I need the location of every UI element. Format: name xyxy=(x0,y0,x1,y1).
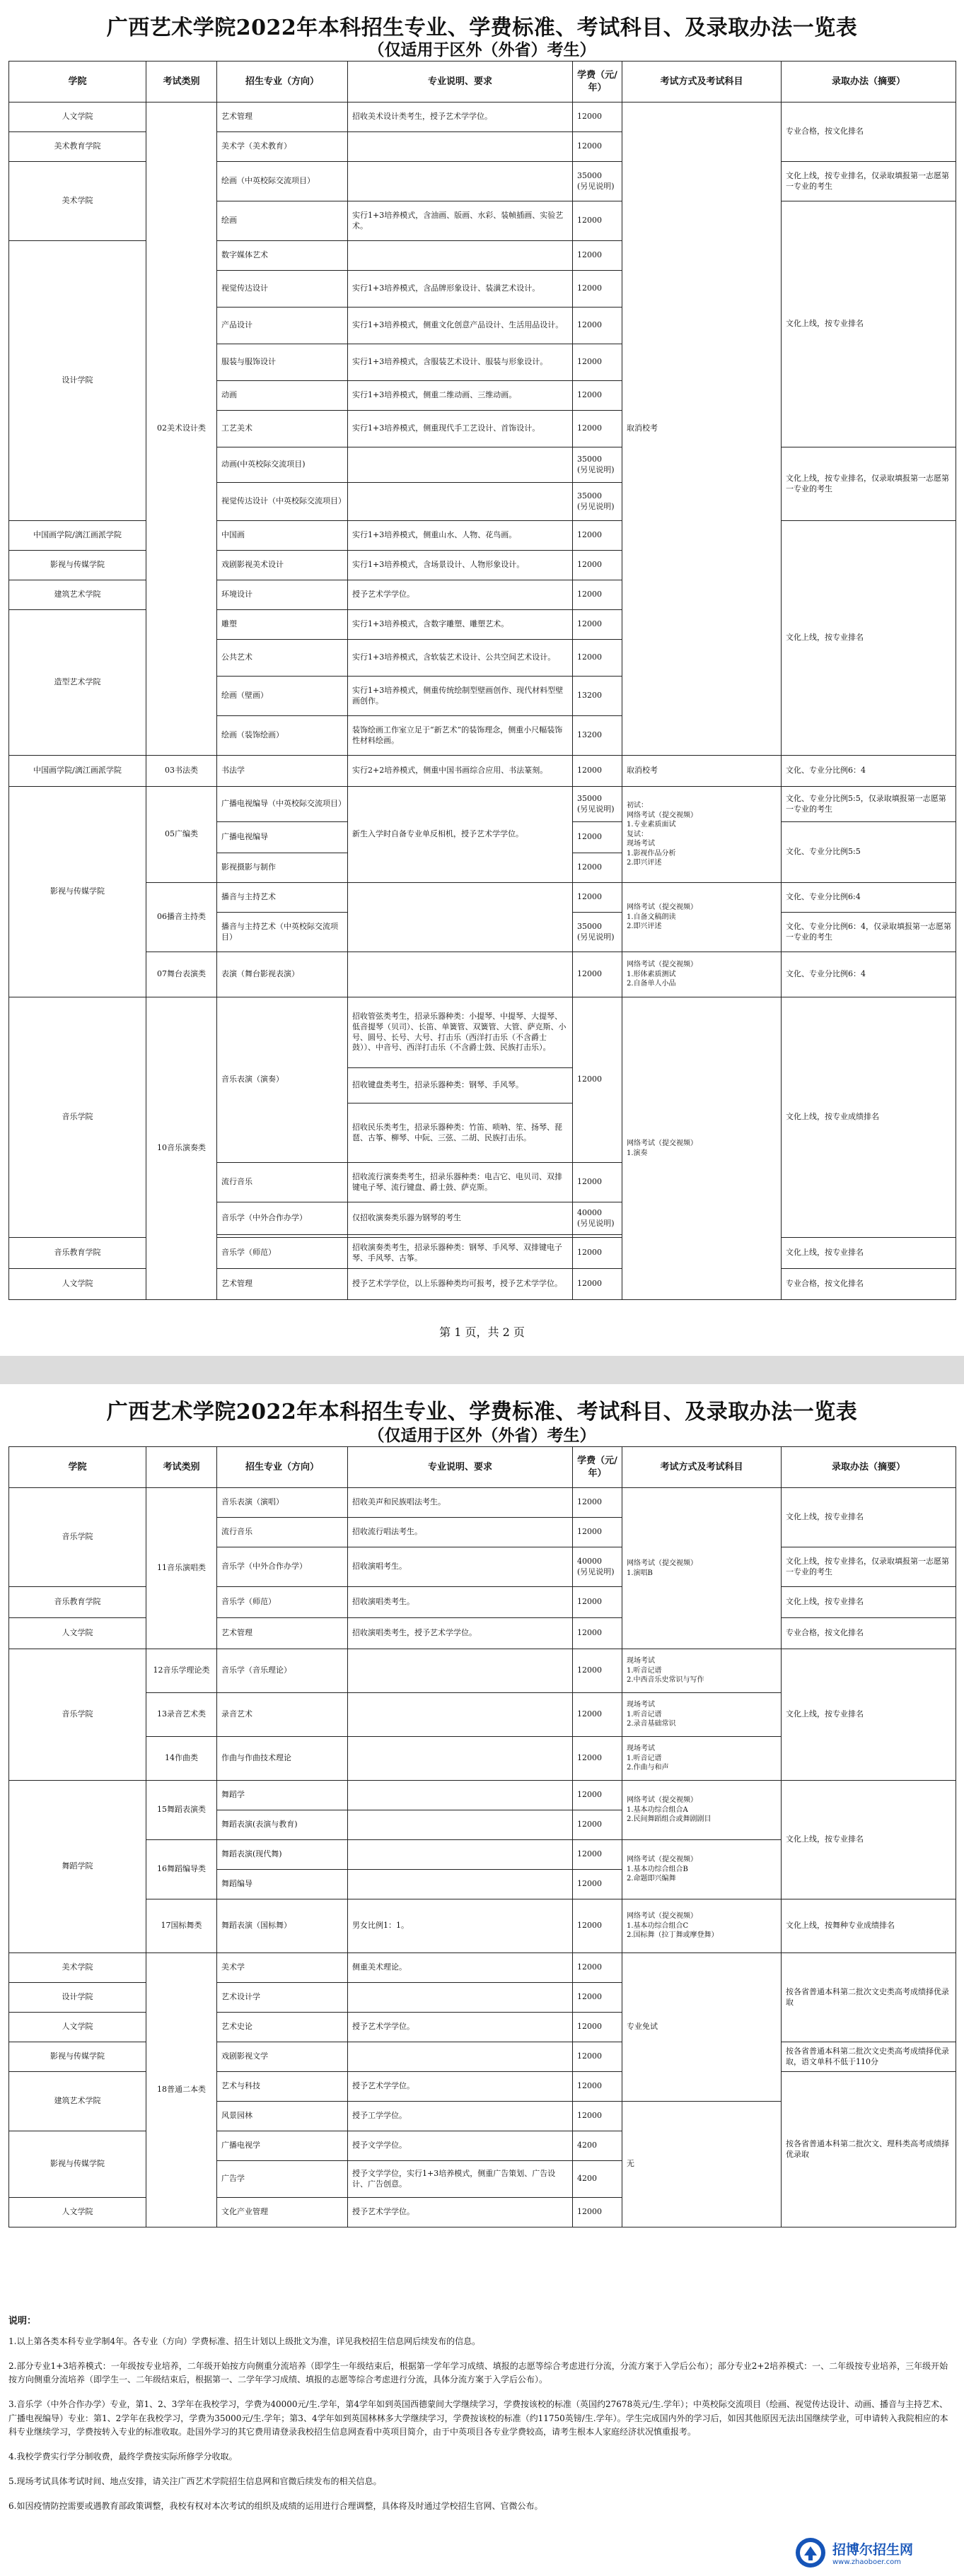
admission-cell: 文化上线，按专业排名 xyxy=(782,521,956,756)
category-cell: 05广编类 xyxy=(146,787,217,883)
major-cell: 书法学 xyxy=(217,756,348,787)
desc-cell: 实行1+3培养模式，含服装艺术设计、服装与形象设计。 xyxy=(348,344,573,381)
desc-cell: 招收演奏类考生，招录乐器种类：钢琴、手风琴、双排键电子琴、手风琴、古筝。 xyxy=(348,1238,573,1269)
desc-cell: 招收管弦类考生，招录乐器种类：小提琴、中提琴、大提琴、低音提琴（贝司）、长笛、单簧管、双簧管、大管、萨克斯、小号、圆号、长号、大号、打击乐（西洋打击乐（不含爵士鼓））、中音号、西洋打击乐（不含爵士鼓、民族打击乐）。 xyxy=(348,997,573,1068)
desc-cell xyxy=(348,1870,573,1899)
exam-cell: 网络考试（提交视频） 1.演奏 xyxy=(622,997,782,1300)
college-cell: 音乐学院 xyxy=(9,997,146,1238)
college-cell: 影视与传媒学院 xyxy=(9,2131,146,2198)
desc-cell xyxy=(348,1693,573,1737)
fee-cell: 40000 (另见说明) xyxy=(573,1547,622,1587)
note-item: 2.部分专业1+3培养模式：一年级按专业培养，二年级开始按方向侧重分流培养（即学生一年级结束后，根据第一学年学习成绩、填报的志愿等综合考虑进行分流，分流方案于入学后公布）；部分专业2+2培养模式：一、二年级按专业培养，三年级开始按方向侧重分流培养（即学生一、二年级结束后，根据第一、二学年学习成绩、填报的志愿等综合考虑进行分流，具体分流方案于入学后公布）。 xyxy=(8,2360,948,2385)
major-cell: 流行音乐 xyxy=(217,1518,348,1547)
fee-cell: 12000 xyxy=(573,1618,622,1649)
major-cell: 绘画（中英校际交流项目） xyxy=(217,162,348,201)
fee-cell: 35000 (另见说明) xyxy=(573,447,622,483)
fee-cell: 13200 xyxy=(573,677,622,716)
admission-cell: 文化上线，按专业排名 xyxy=(782,1587,956,1618)
note-item: 1.以上第各类本科专业学制4年。各专业（方向）学费标准、招生计划以上级批文为准，详见我校招生信息网后续发布的信息。 xyxy=(8,2336,481,2346)
college-cell: 音乐学院 xyxy=(9,1649,146,1781)
desc-cell: 实行1+3培养模式，侧重现代手工艺设计、首饰设计。 xyxy=(348,411,573,447)
page-title: 广西艺术学院2022年本科招生专业、学费标准、考试科目、及录取办法一览表 xyxy=(106,16,858,40)
watermark xyxy=(794,2535,957,2570)
fee-cell: 12000 xyxy=(573,132,622,162)
major-cell: 音乐表演（演奏） xyxy=(217,997,348,1163)
fee-cell: 12000 xyxy=(573,1518,622,1547)
major-cell: 公共艺术 xyxy=(217,640,348,677)
desc-cell xyxy=(348,1983,573,2013)
desc-cell: 实行1+3培养模式，含油画、版画、水彩、装帧插画、实验艺术。 xyxy=(348,201,573,241)
fee-cell: 12000 xyxy=(573,610,622,640)
admission-cell: 专业合格，按文化排名 xyxy=(782,103,956,162)
admission-cell: 专业合格，按文化排名 xyxy=(782,1618,956,1649)
college-cell: 美术学院 xyxy=(9,1953,146,1983)
fee-cell: 35000 (另见说明) xyxy=(573,483,622,521)
table-row xyxy=(9,1649,956,1693)
major-cell: 美术学（美术教育） xyxy=(217,132,348,162)
note-item: 5.现场考试具体考试时间、地点安排，请关注广西艺术学院招生信息网和官微后续发布的相关信息。 xyxy=(8,2476,382,2487)
admission-cell: 文化上线，按专业排名，仅录取填报第一志愿第一专业的考生 xyxy=(782,162,956,201)
desc-cell xyxy=(348,1649,573,1693)
fee-cell: 12000 xyxy=(573,1810,622,1840)
header-major: 招生专业（方向） xyxy=(217,62,348,103)
desc-cell: 招收流行演奏类考生，招录乐器种类：电吉它、电贝司、双排键电子琴、流行键盘、爵士鼓、萨克斯。 xyxy=(348,1163,573,1202)
desc-cell: 实行1+3培养模式，侧重二维动画、三维动画。 xyxy=(348,381,573,411)
admission-cell: 文化、专业分比例6:4 xyxy=(782,883,956,913)
major-cell: 广播电视编导 xyxy=(217,822,348,853)
fee-cell: 12000 xyxy=(573,580,622,610)
category-cell: 02美术设计类 xyxy=(146,103,217,756)
page-title: 广西艺术学院2022年本科招生专业、学费标准、考试科目、及录取办法一览表 xyxy=(106,1400,858,1424)
desc-cell: 招收民乐类考生，招录乐器种类：竹笛、唢呐、笙、扬琴、琵琶、古筝、柳琴、中阮、三弦、二胡、民族打击乐。 xyxy=(348,1103,573,1163)
desc-cell xyxy=(348,2042,573,2072)
major-cell: 绘画 xyxy=(217,201,348,241)
major-cell: 影视摄影与制作 xyxy=(217,853,348,883)
major-cell: 音乐学（中外合作办学） xyxy=(217,1202,348,1235)
table-row xyxy=(9,1953,956,1983)
desc-cell: 招收流行唱法考生。 xyxy=(348,1518,573,1547)
desc-cell xyxy=(348,1810,573,1840)
major-cell: 动画 xyxy=(217,381,348,411)
desc-cell: 实行1+3培养模式，含品牌形象设计、装潢艺术设计。 xyxy=(348,271,573,308)
fee-cell: 12000 xyxy=(573,1983,622,2013)
major-cell: 音乐学（音乐理论） xyxy=(217,1649,348,1693)
fee-cell: 35000 (另见说明) xyxy=(573,162,622,201)
desc-cell: 授予工学学位。 xyxy=(348,2102,573,2131)
category-cell: 18普通二本类 xyxy=(146,1953,217,2227)
major-cell: 舞蹈表演（国标舞） xyxy=(217,1899,348,1953)
major-cell: 服装与服饰设计 xyxy=(217,344,348,381)
desc-cell xyxy=(348,241,573,271)
table-row xyxy=(9,787,956,822)
category-cell: 16舞蹈编导类 xyxy=(146,1840,217,1899)
admission-cell: 文化、专业分比例5:5，仅录取填报第一志愿第一专业的考生 xyxy=(782,787,956,822)
fee-cell: 12000 xyxy=(573,521,622,551)
category-cell: 07舞台表演类 xyxy=(146,952,217,997)
desc-cell xyxy=(348,447,573,483)
exam-cell: 现场考试 1.听音记谱 2.录音基础常识 xyxy=(622,1693,782,1737)
college-cell: 人文学院 xyxy=(9,2013,146,2042)
major-cell: 音乐学（师范） xyxy=(217,1238,348,1269)
college-cell: 人文学院 xyxy=(9,1269,146,1300)
desc-cell: 授予艺术学学位。 xyxy=(348,580,573,610)
admission-cell: 文化上线，按专业排名 xyxy=(782,201,956,447)
college-cell: 影视与传媒学院 xyxy=(9,551,146,580)
major-cell: 艺术与科技 xyxy=(217,2072,348,2102)
admission-cell: 文化、专业分比例5:5 xyxy=(782,822,956,883)
desc-cell xyxy=(348,883,573,952)
desc-cell: 招收演唱类考生。 xyxy=(348,1587,573,1618)
category-cell: 11音乐演唱类 xyxy=(146,1488,217,1649)
note-item: 4.我校学费实行学分制收费，最终学费按实际所修学分收取。 xyxy=(8,2451,238,2461)
college-cell: 影视与传媒学院 xyxy=(9,2042,146,2072)
major-cell: 广播电视编导（中英校际交流项目） xyxy=(217,787,348,822)
desc-cell: 招收演唱类考生，授予艺术学学位。 xyxy=(348,1618,573,1649)
desc-cell: 新生入学时自备专业单反相机，授予艺术学学位。 xyxy=(348,787,573,883)
major-cell: 舞蹈学 xyxy=(217,1781,348,1810)
header-category: 考试类别 xyxy=(146,62,217,103)
college-cell: 音乐教育学院 xyxy=(9,1238,146,1269)
admission-cell: 文化、专业分比例6：4 xyxy=(782,756,956,787)
college-cell: 中国画学院/漓江画派学院 xyxy=(9,756,146,787)
desc-cell: 男女比例1：1。 xyxy=(348,1899,573,1953)
page-separator xyxy=(0,1356,964,1384)
page-number: 第 1 页，共 2 页 xyxy=(439,1325,525,1339)
major-cell: 播音与主持艺术（中英校际交流项目） xyxy=(217,913,348,952)
table-row xyxy=(9,103,956,132)
exam-cell: 网络考试（提交视频） 1.基本功综合组合C 2.国标舞（拉丁舞或摩登舞） xyxy=(622,1899,782,1953)
exam-cell: 现场考试 1.听音记谱 2.中西音乐史常识与写作 xyxy=(622,1649,782,1693)
fee-cell: 12000 xyxy=(573,2042,622,2072)
fee-cell: 12000 xyxy=(573,952,622,997)
desc-cell: 授予艺术学学位。 xyxy=(348,2198,573,2227)
category-cell: 06播音主持类 xyxy=(146,883,217,952)
admission-cell: 专业合格，按文化排名 xyxy=(782,1269,956,1300)
desc-cell: 招收美声和民族唱法考生。 xyxy=(348,1488,573,1518)
major-cell: 戏剧影视美术设计 xyxy=(217,551,348,580)
fee-cell: 12000 xyxy=(573,822,622,853)
fee-cell: 12000 xyxy=(573,756,622,787)
table-header xyxy=(9,62,956,103)
admission-cell: 按各省普通本科第二批次文史类高考成绩择优录取 xyxy=(782,1953,956,2042)
desc-cell xyxy=(348,132,573,162)
header-admission: 录取办法（摘要） xyxy=(782,1447,956,1488)
fee-cell: 12000 xyxy=(573,308,622,344)
major-cell: 绘画（壁画） xyxy=(217,677,348,716)
major-cell: 工艺美术 xyxy=(217,411,348,447)
fee-cell: 12000 xyxy=(573,2102,622,2131)
desc-cell: 实行1+3培养模式，侧重山水、人物、花鸟画。 xyxy=(348,521,573,551)
fee-cell: 12000 xyxy=(573,103,622,132)
table-row xyxy=(9,883,956,913)
fee-cell: 12000 xyxy=(573,241,622,271)
desc-cell: 实行1+3培养模式，含软装艺术设计、公共空间艺术设计。 xyxy=(348,640,573,677)
desc-cell xyxy=(348,1781,573,1810)
exam-cell: 网络考试（提交视频） 1.自备文稿朗读 2.即兴评述 xyxy=(622,883,782,952)
fee-cell: 12000 xyxy=(573,883,622,913)
exam-cell: 网络考试（提交视频） 1.基本功综合组合B 2.命题即兴编舞 xyxy=(622,1840,782,1899)
exam-cell: 网络考试（提交视频） 1.基本功综合组合A 2.民间舞蹈组合或舞剧剧目 xyxy=(622,1781,782,1840)
college-cell: 舞蹈学院 xyxy=(9,1781,146,1953)
major-cell: 舞蹈表演(现代舞) xyxy=(217,1840,348,1870)
exam-cell: 取消校考 xyxy=(622,756,782,787)
header-fee: 学费（元/年） xyxy=(573,1447,622,1488)
college-cell: 设计学院 xyxy=(9,1983,146,2013)
fee-cell: 12000 xyxy=(573,411,622,447)
fee-cell: 12000 xyxy=(573,1238,622,1269)
exam-cell: 现场考试 1.听音记谱 2.作曲与和声 xyxy=(622,1737,782,1781)
major-cell: 风景园林 xyxy=(217,2102,348,2131)
major-cell: 舞蹈编导 xyxy=(217,1870,348,1899)
major-cell: 艺术设计学 xyxy=(217,1983,348,2013)
fee-cell: 12000 xyxy=(573,640,622,677)
major-cell: 产品设计 xyxy=(217,308,348,344)
college-cell: 建筑艺术学院 xyxy=(9,2072,146,2131)
major-cell: 雕塑 xyxy=(217,610,348,640)
header-college: 学院 xyxy=(9,1447,146,1488)
category-cell: 15舞蹈表演类 xyxy=(146,1781,217,1840)
desc-cell: 实行1+3培养模式，侧重文化创意产品设计、生活用品设计。 xyxy=(348,308,573,344)
college-cell: 设计学院 xyxy=(9,241,146,521)
watermark-name: 招博尔招生网 xyxy=(832,2542,914,2558)
admission-table-1 xyxy=(8,61,956,1300)
desc-cell xyxy=(348,162,573,201)
college-cell: 美术教育学院 xyxy=(9,132,146,162)
notes-heading: 说明： xyxy=(8,2316,37,2326)
desc-cell: 授予艺术学学位，以上乐器种类均可报考，授予艺术学学位。 xyxy=(348,1269,573,1300)
college-cell: 造型艺术学院 xyxy=(9,610,146,756)
fee-cell: 12000 xyxy=(573,1870,622,1899)
admission-cell: 文化上线，按专业排名 xyxy=(782,1238,956,1269)
college-cell: 建筑艺术学院 xyxy=(9,580,146,610)
desc-cell: 授予艺术学学位。 xyxy=(348,2013,573,2042)
fee-cell: 12000 xyxy=(573,853,622,883)
major-cell: 环境设计 xyxy=(217,580,348,610)
fee-cell: 12000 xyxy=(573,1693,622,1737)
page-subtitle: （仅适用于区外（外省）考生） xyxy=(368,1426,596,1445)
major-cell: 音乐表演（演唱） xyxy=(217,1488,348,1518)
exam-cell: 专业免试 xyxy=(622,1953,782,2102)
major-cell: 艺术管理 xyxy=(217,1269,348,1300)
desc-cell: 装饰绘画工作室立足于“新艺术”的装饰理念，侧重小尺幅装饰性材料绘画。 xyxy=(348,716,573,756)
fee-cell: 40000 (另见说明) xyxy=(573,1202,622,1235)
table-row xyxy=(9,952,956,997)
fee-cell: 12000 xyxy=(573,381,622,411)
college-cell: 音乐教育学院 xyxy=(9,1587,146,1618)
desc-cell: 授予文学学位，实行1+3培养模式，侧重广告策划、广告设计、广告创意。 xyxy=(348,2161,573,2198)
fee-cell: 12000 xyxy=(573,2013,622,2042)
fee-cell: 12000 xyxy=(573,1781,622,1810)
major-cell: 绘画（装饰绘画） xyxy=(217,716,348,756)
fee-cell: 12000 xyxy=(573,1737,622,1781)
major-cell: 动画(中英校际交流项目) xyxy=(217,447,348,483)
desc-cell: 授予文学学位。 xyxy=(348,2131,573,2161)
fee-cell: 12000 xyxy=(573,1953,622,1983)
table-row xyxy=(9,756,956,787)
college-cell: 人文学院 xyxy=(9,2198,146,2227)
admission-cell: 文化上线，按专业排名，仅录取填报第一志愿第一专业的考生 xyxy=(782,447,956,521)
desc-cell: 招收演唱考生。 xyxy=(348,1547,573,1587)
desc-cell xyxy=(348,1737,573,1781)
exam-cell: 初试： 网络考试（提交视频） 1.专业素质面试 复试： 现场考试 1.影视作品分析 2.即兴评述 xyxy=(622,787,782,883)
table-row xyxy=(9,997,956,1068)
desc-cell: 实行2+2培养模式，侧重中国书画综合应用、书法篆刻。 xyxy=(348,756,573,787)
fee-cell: 4200 xyxy=(573,2161,622,2198)
major-cell: 中国画 xyxy=(217,521,348,551)
admission-table-2 xyxy=(8,1446,956,2227)
major-cell: 音乐学（中外合作办学） xyxy=(217,1547,348,1587)
category-cell: 17国标舞类 xyxy=(146,1899,217,1953)
header-exam: 考试方式及考试科目 xyxy=(622,1447,782,1488)
fee-cell: 12000 xyxy=(573,344,622,381)
fee-cell: 35000 (另见说明) xyxy=(573,913,622,952)
fee-cell: 12000 xyxy=(573,1649,622,1693)
fee-cell: 12000 xyxy=(573,2198,622,2227)
major-cell: 录音艺术 xyxy=(217,1693,348,1737)
fee-cell: 12000 xyxy=(573,1587,622,1618)
category-cell: 12音乐学理论类 xyxy=(146,1649,217,1693)
major-cell: 作曲与作曲技术理论 xyxy=(217,1737,348,1781)
major-cell: 音乐学（师范） xyxy=(217,1587,348,1618)
major-cell: 视觉传达设计 xyxy=(217,271,348,308)
watermark-logo-icon xyxy=(794,2536,827,2569)
header-exam: 考试方式及考试科目 xyxy=(622,62,782,103)
admission-cell: 文化上线，按专业排名 xyxy=(782,1649,956,1781)
desc-cell xyxy=(348,1840,573,1870)
table-row xyxy=(9,1899,956,1953)
college-cell: 人文学院 xyxy=(9,1618,146,1649)
major-cell: 广播电视学 xyxy=(217,2131,348,2161)
major-cell: 美术学 xyxy=(217,1953,348,1983)
admission-cell: 文化上线，按专业排名 xyxy=(782,1781,956,1899)
major-cell: 艺术管理 xyxy=(217,1618,348,1649)
note-item: 6.如因疫情防控需要或遇教育部政策调整，我校有权对本次考试的组织及成绩的运用进行合理调整，具体将及时通过学校招生官网、官微公布。 xyxy=(8,2501,543,2512)
fee-cell: 12000 xyxy=(573,1269,622,1300)
fee-cell: 12000 xyxy=(573,1840,622,1870)
admission-cell: 文化上线，按专业排名，仅录取填报第一志愿第一专业的考生 xyxy=(782,1547,956,1587)
major-cell: 表演（舞台影视表演） xyxy=(217,952,348,997)
admission-cell: 按各省普通本科第二批次文史类高考成绩择优录取，语文单科不低于110分 xyxy=(782,2042,956,2072)
major-cell: 戏剧影视文学 xyxy=(217,2042,348,2072)
category-cell: 03书法类 xyxy=(146,756,217,787)
exam-cell: 网络考试（提交视频） 1.演唱B xyxy=(622,1488,782,1649)
fee-cell: 12000 xyxy=(573,271,622,308)
admission-cell: 按各省普通本科第二批次文、理科类高考成绩择优录取 xyxy=(782,2072,956,2227)
fee-cell: 35000 (另见说明) xyxy=(573,787,622,822)
admission-cell: 文化、专业分比例6：4 xyxy=(782,952,956,997)
major-cell: 舞蹈表演(表演与教育) xyxy=(217,1810,348,1840)
table-header xyxy=(9,1447,956,1488)
fee-cell: 12000 xyxy=(573,201,622,241)
college-cell: 人文学院 xyxy=(9,103,146,132)
watermark-url: www.zhaoboer.com xyxy=(832,2558,901,2566)
header-category: 考试类别 xyxy=(146,1447,217,1488)
header-desc: 专业说明、要求 xyxy=(348,1447,573,1488)
exam-cell: 网络考试（提交视频） 1.形体素质测试 2.自备单人小品 xyxy=(622,952,782,997)
admission-cell: 文化上线，按专业排名 xyxy=(782,1488,956,1547)
desc-cell xyxy=(348,483,573,521)
table-row xyxy=(9,1488,956,1518)
header-admission: 录取办法（摘要） xyxy=(782,62,956,103)
note-item: 3.音乐学（中外合作办学）专业，第1、2、3学年在我校学习，学费为40000元/生.学年，第4学年如到英国西德蒙间大学继续学习，学费按该校的标准（英国约27678英元/生.学年）；中英校际交流项目（绘画、视觉传达设计、动画、播音与主持艺术、广播电视编导）专业：第1、2学年在我校学习，学费为35000元/生.学年；第3、4学年如到英国林林多大学继续学习，学费按该校的标准（约11750英镑/生.学年）。学生完成国内外的学习后，如因其他原因无法出国继续学业，可申请转入我院相应的本科专业继续学习，学费按转入专业的标准收取。赴国外学习的其它费用请登录我校招生信息网查看中英项目简介，由于中英项目各专业学费较高，请考生根本人家庭经济状况慎重报考。 xyxy=(8,2399,948,2437)
fee-cell: 12000 xyxy=(573,551,622,580)
major-cell: 艺术史论 xyxy=(217,2013,348,2042)
college-cell: 中国画学院/漓江画派学院 xyxy=(9,521,146,551)
category-cell: 10音乐演奏类 xyxy=(146,997,217,1300)
header-college: 学院 xyxy=(9,62,146,103)
exam-cell: 取消校考 xyxy=(622,103,782,756)
category-cell: 14作曲类 xyxy=(146,1737,217,1781)
admission-cell: 文化、专业分比例6：4，仅录取填报第一志愿第一专业的考生 xyxy=(782,913,956,952)
desc-cell: 招收键盘类考生，招录乐器种类：钢琴、手风琴。 xyxy=(348,1068,573,1103)
major-cell: 数字媒体艺术 xyxy=(217,241,348,271)
desc-cell: 实行1+3培养模式，含场景设计、人物形象设计。 xyxy=(348,551,573,580)
college-cell: 美术学院 xyxy=(9,162,146,241)
table-row xyxy=(9,1781,956,1810)
exam-cell: 无 xyxy=(622,2102,782,2227)
major-cell: 艺术管理 xyxy=(217,103,348,132)
major-cell: 文化产业管理 xyxy=(217,2198,348,2227)
fee-cell: 12000 xyxy=(573,1163,622,1202)
desc-cell: 实行1+3培养模式，含数字雕塑、雕塑艺术。 xyxy=(348,610,573,640)
major-cell: 播音与主持艺术 xyxy=(217,883,348,913)
desc-cell: 仅招收演奏类乐器为钢琴的考生 xyxy=(348,1202,573,1235)
fee-cell: 13200 xyxy=(573,716,622,756)
major-cell: 广告学 xyxy=(217,2161,348,2198)
fee-cell: 12000 xyxy=(573,2072,622,2102)
admission-cell: 文化上线，按舞种专业成绩排名 xyxy=(782,1899,956,1953)
desc-cell: 招收美术设计类考生，授予艺术学学位。 xyxy=(348,103,573,132)
major-cell: 视觉传达设计（中英校际交流项目） xyxy=(217,483,348,521)
desc-cell xyxy=(348,952,573,997)
major-cell: 流行音乐 xyxy=(217,1163,348,1202)
college-cell: 音乐学院 xyxy=(9,1488,146,1587)
desc-cell: 实行1+3培养模式，侧重传统绘制型壁画创作、现代材料型壁画创作。 xyxy=(348,677,573,716)
desc-cell: 授予艺术学学位。 xyxy=(348,2072,573,2102)
page-two xyxy=(0,1384,964,2576)
category-cell: 13录音艺术类 xyxy=(146,1693,217,1737)
college-cell: 影视与传媒学院 xyxy=(9,787,146,997)
header-desc: 专业说明、要求 xyxy=(348,62,573,103)
fee-cell: 4200 xyxy=(573,2131,622,2161)
admission-cell: 文化上线，按专业成绩排名 xyxy=(782,997,956,1238)
fee-cell: 12000 xyxy=(573,1899,622,1953)
page-subtitle: （仅适用于区外（外省）考生） xyxy=(368,40,596,59)
fee-cell: 12000 xyxy=(573,997,622,1163)
notes-section xyxy=(8,2314,956,2524)
fee-cell: 12000 xyxy=(573,1488,622,1518)
header-major: 招生专业（方向） xyxy=(217,1447,348,1488)
header-fee: 学费（元/年） xyxy=(573,62,622,103)
desc-cell: 侧重美术理论。 xyxy=(348,1953,573,1983)
